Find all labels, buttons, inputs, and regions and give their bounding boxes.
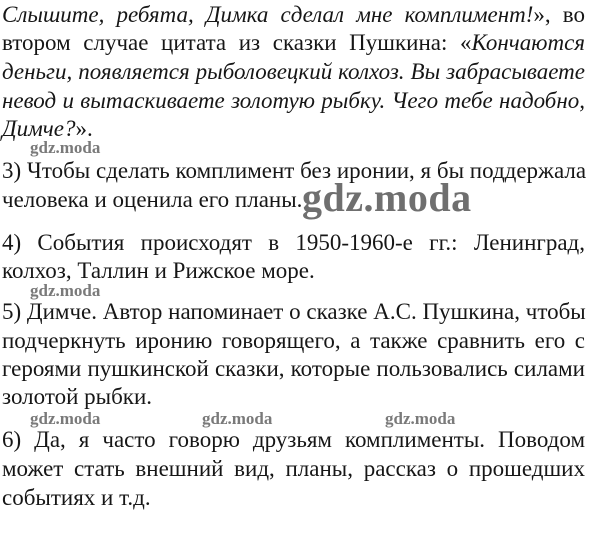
watermark: gdz.moda xyxy=(202,409,273,428)
text-line-11: подчеркнуть иронию говорящего, а также сравнить его с xyxy=(2,328,585,353)
watermark: gdz.moda xyxy=(385,409,456,428)
watermark: gdz.moda xyxy=(30,281,101,300)
text-line-14: 6) Да, я часто говорю друзьям комплименты. Поводом xyxy=(2,427,585,452)
watermark: gdz.moda xyxy=(30,409,101,428)
text-line-15: может стать внешний вид, планы, рассказ о прошедших xyxy=(2,456,585,481)
document-page xyxy=(2,0,587,542)
text-line-16: событиях и т.д. xyxy=(2,485,151,510)
text-line-2 xyxy=(2,29,585,56)
text-line-9: колхоз, Таллин и Рижское море. xyxy=(2,258,315,283)
quote-italic: Кончаются xyxy=(471,30,585,55)
text-line-3: деньги, появляется рыболовецкий колхоз. Вы забрасываете xyxy=(2,59,585,84)
text-line-13: золотой рыбки. xyxy=(2,384,153,409)
text-line-6: 3) Чтобы сделать комплимент без иронии, я бы поддержала xyxy=(2,158,587,183)
text-fragment: », во xyxy=(533,2,586,27)
watermark-large: gdz.moda xyxy=(302,175,472,220)
text-line-8: 4) События происходят в 1950-1960-е гг.: Ленинград, xyxy=(2,230,585,255)
text-line-1 xyxy=(2,1,585,28)
quote-italic: Димче? xyxy=(2,116,76,141)
watermark: gdz.moda xyxy=(30,138,101,157)
quote-italic: Слышите, ребята, Димка сделал мне комплимент! xyxy=(2,2,534,27)
text-fragment: втором случае цитата из сказки Пушкина: « xyxy=(2,30,472,55)
text-line-7: человека и оценила его планы. xyxy=(2,187,303,212)
text-fragment: ». xyxy=(75,116,93,141)
text-line-4: невод и вытаскиваете золотую рыбку. Чего тебе надобно, xyxy=(2,88,585,113)
text-line-10: 5) Димче. Автор напоминает о сказке А.С. Пушкина, чтобы xyxy=(2,299,586,324)
text-line-12: героями пушкинской сказки, которые пользовались силами xyxy=(2,356,585,381)
